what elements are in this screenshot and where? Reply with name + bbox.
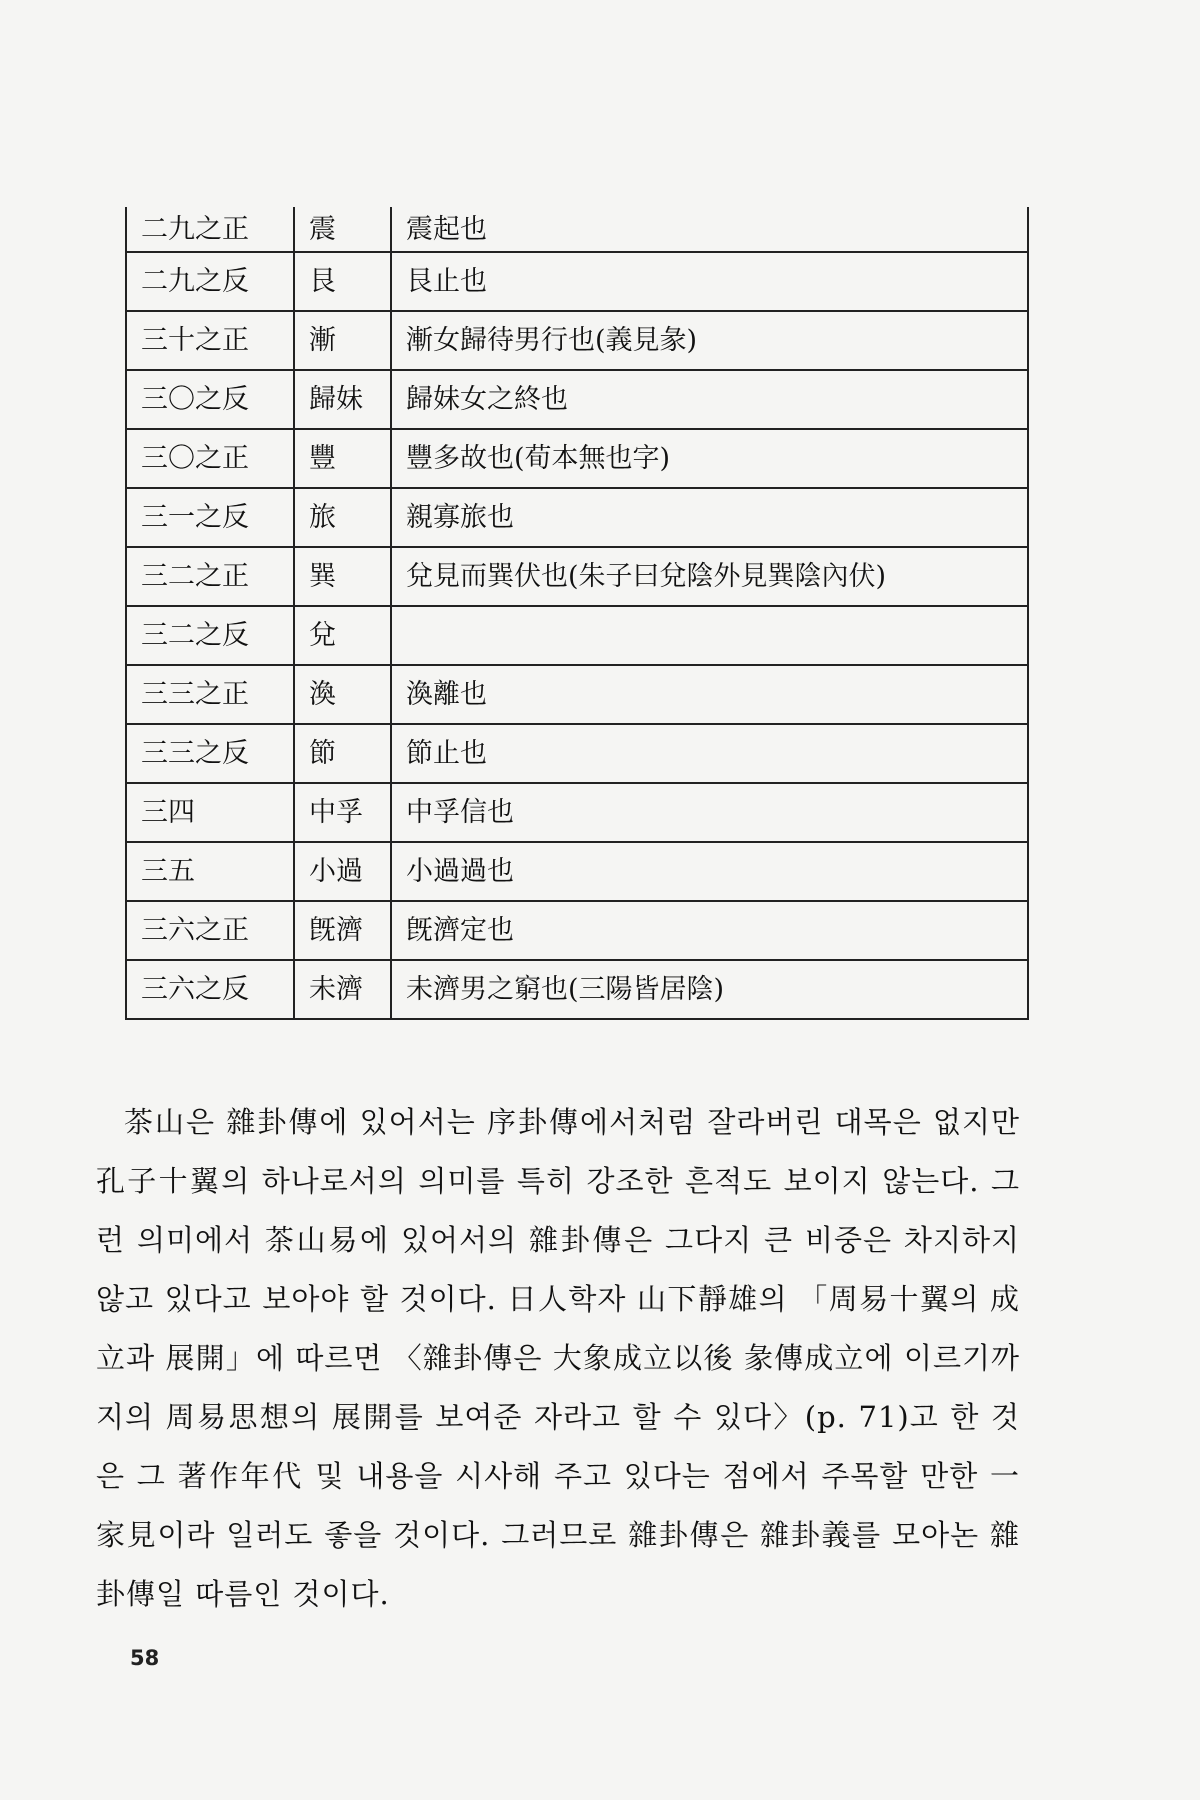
body-paragraph-container	[96, 1093, 1020, 1624]
table-row	[126, 724, 1028, 783]
cell-index: 三〇之反	[126, 370, 294, 429]
cell-gua: 兌	[294, 606, 391, 665]
cell-gua: 艮	[294, 252, 391, 311]
cell-text: 中孚信也	[391, 783, 1028, 842]
cell-text: 歸妹女之終也	[391, 370, 1028, 429]
table-row	[126, 429, 1028, 488]
cell-index: 三二之反	[126, 606, 294, 665]
cell-text	[391, 606, 1028, 665]
table-row	[126, 311, 1028, 370]
table-row	[126, 842, 1028, 901]
table-row	[126, 207, 1028, 252]
table-row	[126, 606, 1028, 665]
cell-index: 三一之反	[126, 488, 294, 547]
gua-table	[125, 207, 1029, 1020]
table-row	[126, 901, 1028, 960]
cell-gua: 小過	[294, 842, 391, 901]
cell-gua: 渙	[294, 665, 391, 724]
cell-index: 三三之正	[126, 665, 294, 724]
table-row	[126, 665, 1028, 724]
cell-gua: 未濟	[294, 960, 391, 1019]
cell-gua: 旣濟	[294, 901, 391, 960]
cell-text: 旣濟定也	[391, 901, 1028, 960]
table-row	[126, 370, 1028, 429]
cell-text: 未濟男之窮也(三陽皆居陰)	[391, 960, 1028, 1019]
cell-text: 小過過也	[391, 842, 1028, 901]
table-row	[126, 960, 1028, 1019]
cell-text: 豐多故也(荀本無也字)	[391, 429, 1028, 488]
cell-index: 三三之反	[126, 724, 294, 783]
cell-index: 三四	[126, 783, 294, 842]
table-row	[126, 547, 1028, 606]
cell-gua: 巽	[294, 547, 391, 606]
cell-gua: 震	[294, 207, 391, 252]
cell-text: 親寡旅也	[391, 488, 1028, 547]
table-row	[126, 488, 1028, 547]
cell-index: 三十之正	[126, 311, 294, 370]
cell-gua: 豐	[294, 429, 391, 488]
cell-index: 二九之反	[126, 252, 294, 311]
page-number: 58	[130, 1646, 160, 1670]
cell-index: 三五	[126, 842, 294, 901]
cell-text: 兌見而巽伏也(朱子曰兌陰外見巽陰內伏)	[391, 547, 1028, 606]
cell-text: 漸女歸待男行也(義見彖)	[391, 311, 1028, 370]
cell-index: 三二之正	[126, 547, 294, 606]
cell-gua: 漸	[294, 311, 391, 370]
cell-index: 三六之正	[126, 901, 294, 960]
cell-gua: 旅	[294, 488, 391, 547]
cell-index: 三六之反	[126, 960, 294, 1019]
cell-gua: 節	[294, 724, 391, 783]
body-paragraph: 茶山은 雜卦傳에 있어서는 序卦傳에서처럼 잘라버린 대목은 없지만 孔子十翼의 하나로서의 의미를 특히 강조한 흔적도 보이지 않는다. 그런 의미에서 茶山易에 있어서의 雜卦傳은 그다지 큰 비중은 차지하지 않고 있다고 보아야 할 것이다. 日人학자 山下靜雄의 「周易十翼의 成立과 展開」에 따르면 〈雜卦傳은 大象成立以後 彖傳成立에 이르기까지의 周易思想의 展開를 보여준 자라고 할 수 있다〉(p. 71)고 한 것은 그 著作年代 및 내용을 시사해 주고 있다는 점에서 주목할 만한 一家見이라 일러도 좋을 것이다. 그러므로 雜卦傳은 雜卦義를 모아논 雜卦傳일 따름인 것이다.	[96, 1105, 1020, 1611]
cell-gua: 歸妹	[294, 370, 391, 429]
cell-text: 震起也	[391, 207, 1028, 252]
cell-gua: 中孚	[294, 783, 391, 842]
cell-text: 艮止也	[391, 252, 1028, 311]
cell-text: 節止也	[391, 724, 1028, 783]
cell-index: 三〇之正	[126, 429, 294, 488]
cell-index: 二九之正	[126, 207, 294, 252]
gua-table-container	[125, 207, 1027, 1020]
cell-text: 渙離也	[391, 665, 1028, 724]
table-row	[126, 783, 1028, 842]
table-row	[126, 252, 1028, 311]
